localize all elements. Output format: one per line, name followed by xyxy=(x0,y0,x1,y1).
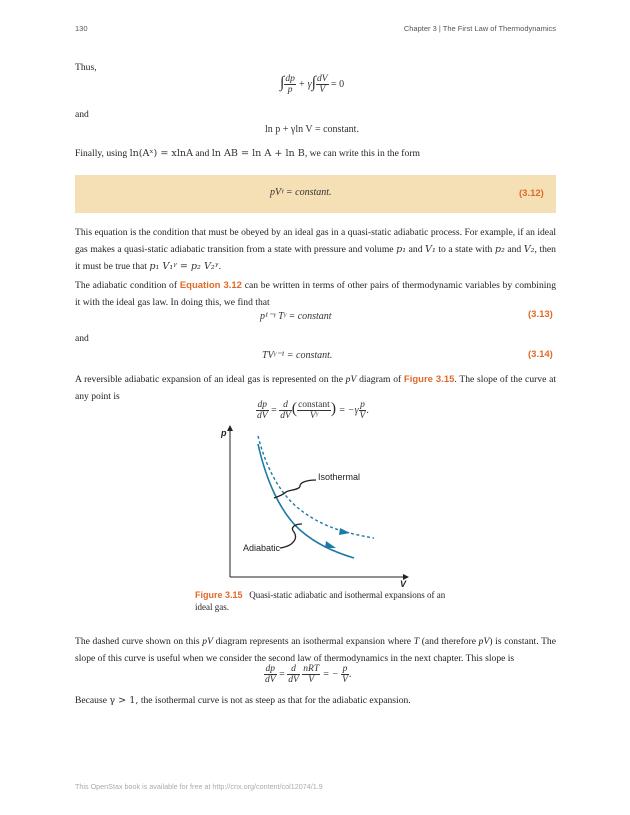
equation-number-3-13: (3.13) xyxy=(528,309,553,320)
figure-caption-label: Figure 3.15 xyxy=(195,590,243,600)
paragraph-dashed-curve: The dashed curve shown on this pV diagram represents an isothermal expansion where T (and therefore pV) is constant. The slope of this curve is useful when we consider the second law of thermodynamics in the next chapter. This slope is xyxy=(75,636,556,664)
page-number: 130 xyxy=(75,24,88,33)
figure-3-15-link[interactable]: Figure 3.15 xyxy=(403,374,455,385)
thus-text: Thus, xyxy=(75,62,97,73)
and-text-2: and xyxy=(75,333,89,344)
adiabatic-leader xyxy=(280,524,302,548)
equation-number-3-12: (3.12) xyxy=(519,188,544,199)
ln-equation: ln p + γln V = constant. xyxy=(265,124,359,135)
footer-text: This OpenStax book is available for free at http://cnx.org/content/col12074/1.9 xyxy=(75,782,323,791)
finally-line: Finally, using ln(Aˣ) = xlnA and ln AB = ln A + ln B, we can write this in the form xyxy=(75,148,420,159)
equation-number-3-14: (3.14) xyxy=(528,349,553,360)
adiabatic-curve xyxy=(258,444,354,558)
adiabatic-arrow xyxy=(325,541,336,548)
equation-3-14: TVᵞ⁻¹ = constant. xyxy=(262,350,333,361)
paragraph-reversible-adiabatic: A reversible adiabatic expansion of an ideal gas is represented on the pV diagram of Figure 3.15. The slope of the curve at any point is xyxy=(75,374,556,402)
x-axis-label: V xyxy=(400,579,407,589)
paragraph-other-variables: The adiabatic condition of Equation 3.12 can be written in terms of other pairs of thermodynamic variables by combining it with the ideal gas law. In doing this, we find that xyxy=(75,280,556,308)
equation-3-12: pVᵞ = constant. xyxy=(270,187,332,198)
adiabatic-label: Adiabatic xyxy=(243,543,281,553)
equation-3-12-link[interactable]: Equation 3.12 xyxy=(179,280,242,291)
slope-equation: $\frac{dp}{dV}$ = $\frac{d}{dV}$ ( $\frac{\text{constant}}{\text{Vᵞ}}$ ) = −γ $\frac{p}{V}$ . xyxy=(257,400,369,422)
equation-3-13: p¹⁻ᵞ Tᵞ = constant xyxy=(260,311,332,322)
integral-equation: ∫ $\frac{dp}{p}$ + γ∫ $\frac{dV}{V}$ = 0 xyxy=(280,74,345,96)
isothermal-slope-equation: $\frac{dp}{dV}$ = $\frac{d}{dV}$ $\frac{\text{nRT}}{V}$ = − $\frac{p}{V}$ . xyxy=(265,664,352,685)
figure-caption-text: Quasi-static adiabatic and isothermal expansions of an ideal gas. xyxy=(195,590,446,612)
figure-caption xyxy=(195,589,455,613)
paragraph-adiabatic-condition: This equation is the condition that must be obeyed by an ideal gas in a quasi-static adiabatic process. For example, if an ideal gas makes a quasi-static adiabatic transition from a state with pressure and volume p₁ and V₁ to a state with p₂ and V₂, then it must be true that p₁ V₁ᵞ = p₂ V₂ᵞ. xyxy=(75,227,556,272)
paragraph-because: Because γ > 1, the isothermal curve is not as steep as that for the adiabatic expansion. xyxy=(75,695,411,706)
chapter-title: Chapter 3 | The First Law of Thermodynamics xyxy=(403,24,556,33)
isothermal-label: Isothermal xyxy=(318,472,361,482)
isothermal-curve xyxy=(258,436,374,538)
y-axis-label: p xyxy=(221,428,227,438)
and-text-1: and xyxy=(75,109,89,120)
isothermal-arrow xyxy=(339,528,350,535)
figure-pv-diagram xyxy=(218,420,418,590)
